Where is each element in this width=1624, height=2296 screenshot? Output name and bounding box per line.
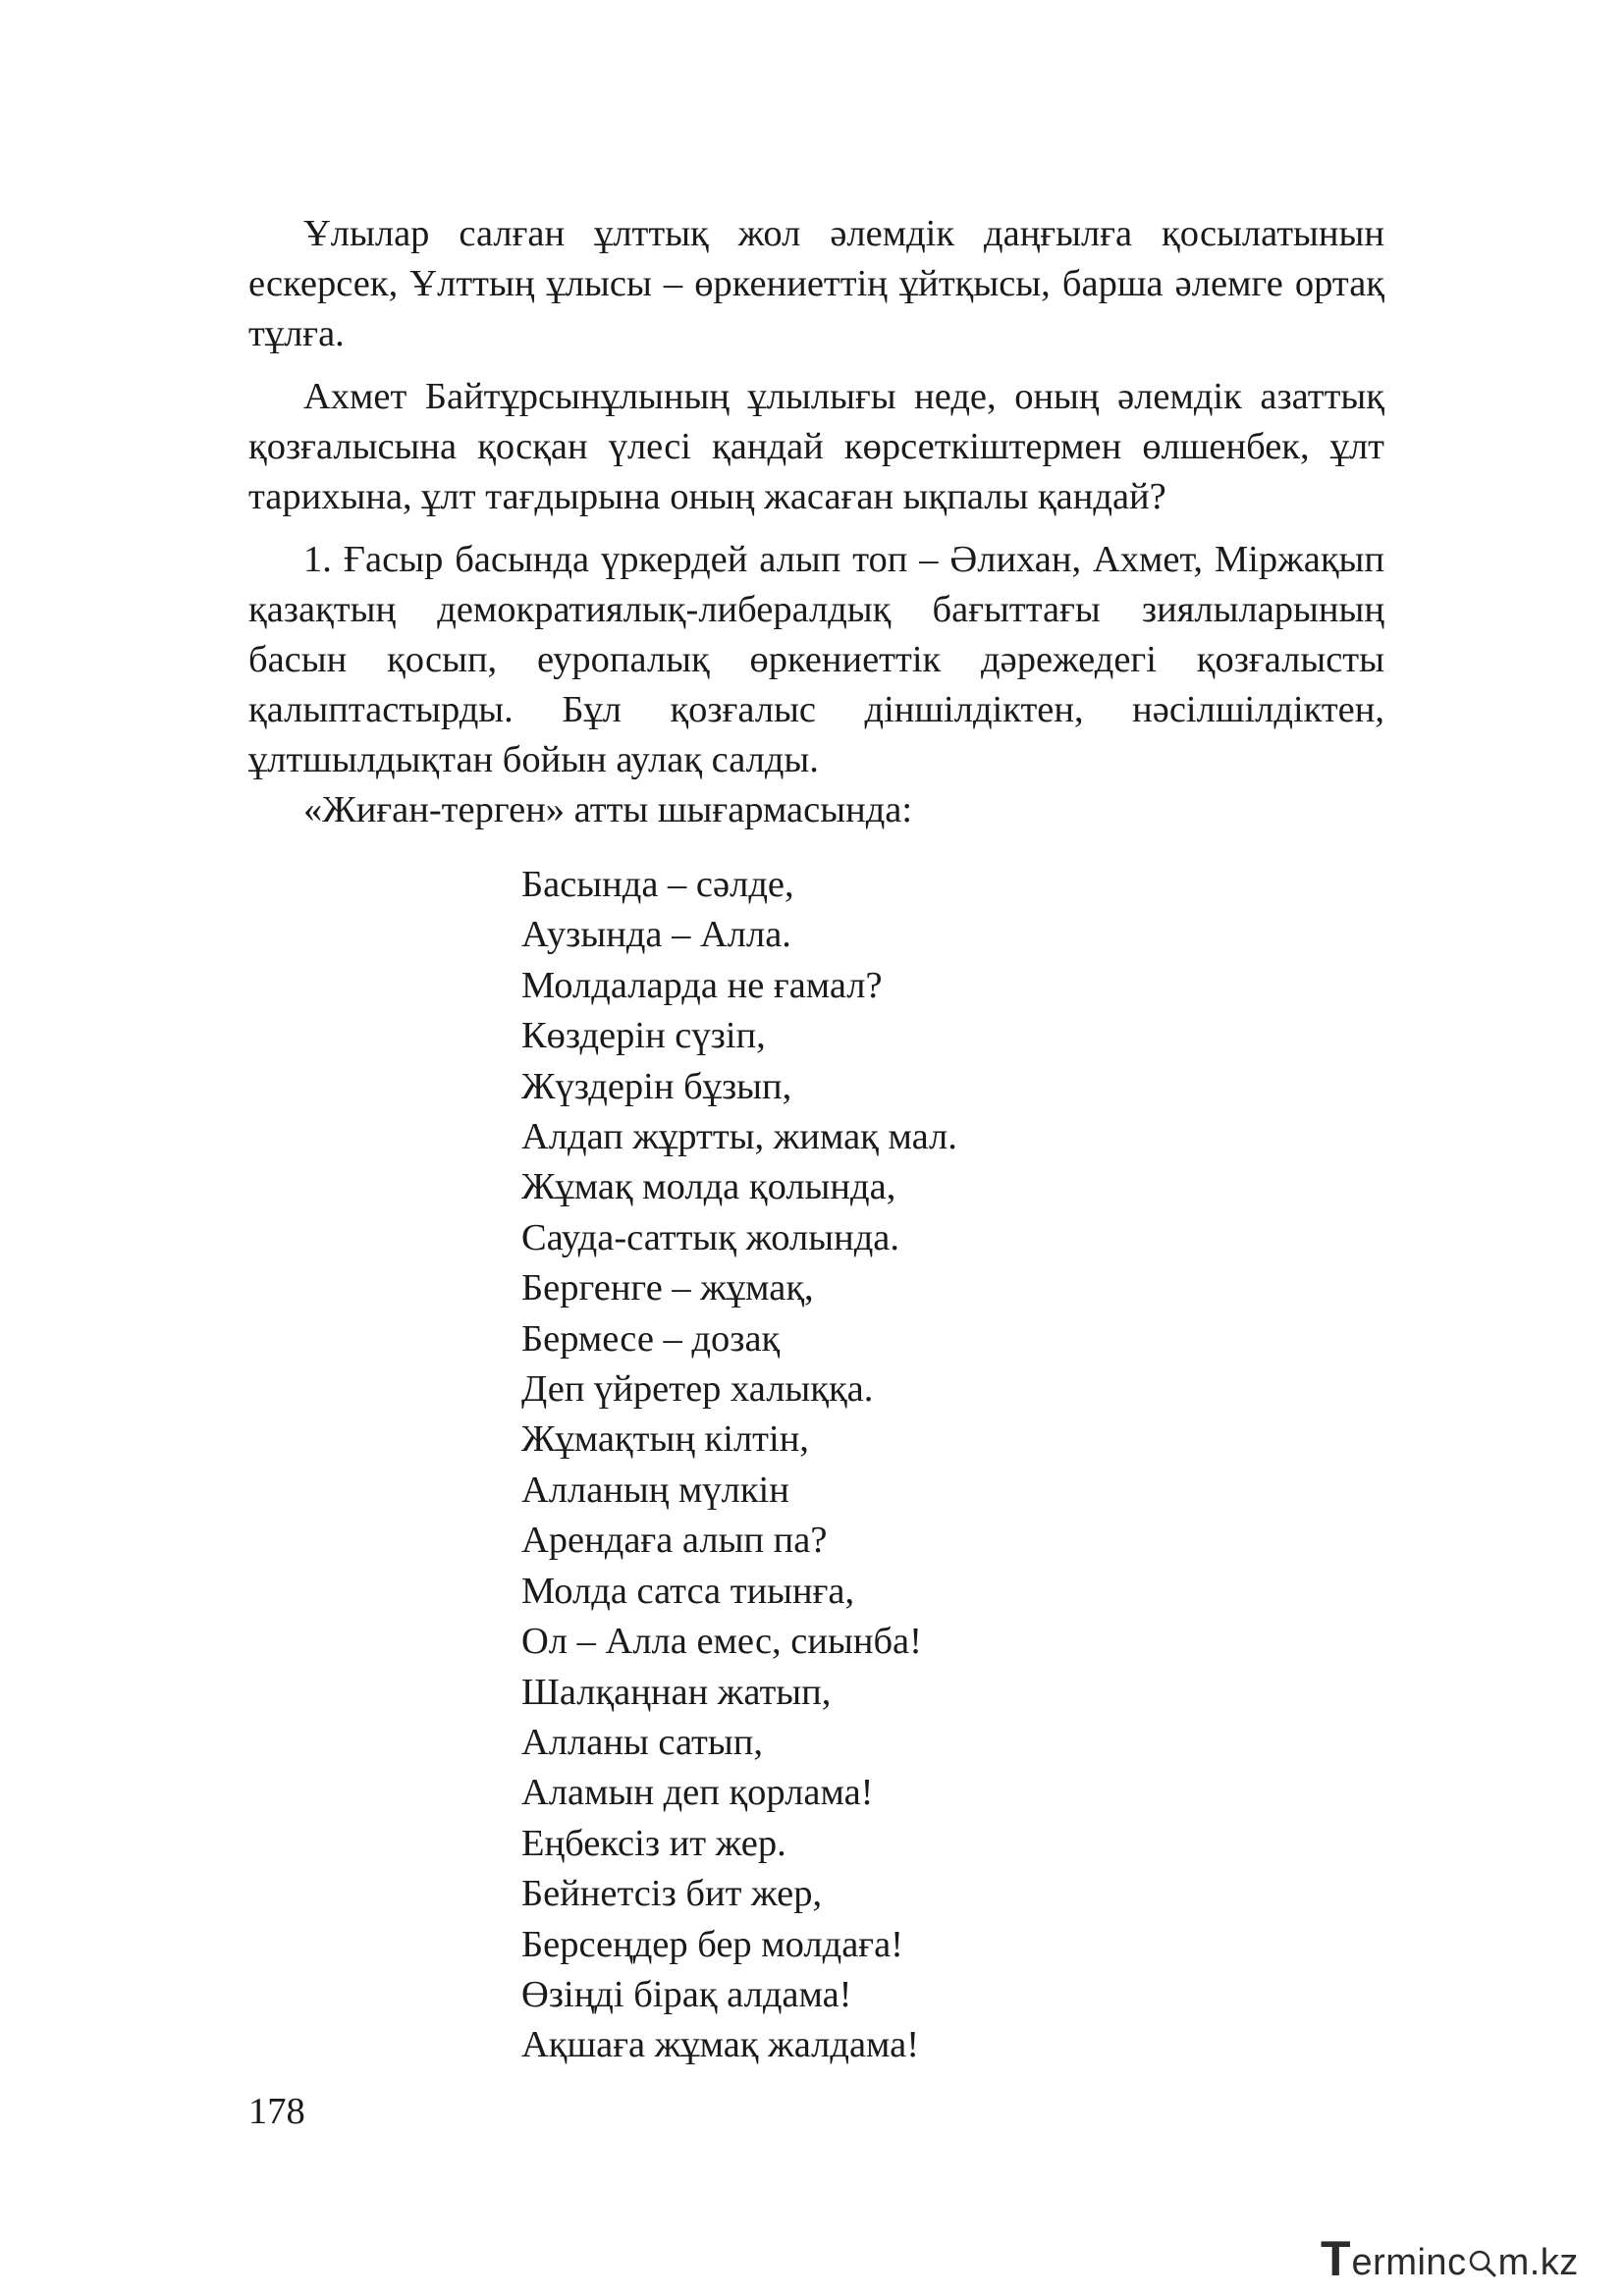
poem-line: Бергенге – жұмақ, <box>521 1267 814 1309</box>
poem-line: Бейнетсіз бит жер, <box>521 1873 823 1915</box>
poem-intro: «Жиған-терген» атты шығармасында: <box>303 789 913 830</box>
poem-line: Ол – Алла емес, сиынба! <box>521 1621 922 1663</box>
poem-line: Деп үйретер халыққа. <box>521 1368 874 1411</box>
poem-line: Жүздерін бұзып, <box>521 1065 792 1107</box>
watermark-letter: T <box>1321 2231 1351 2286</box>
poem-line: Арендаға алып па? <box>521 1520 828 1562</box>
paragraph-3: 1. Ғасыр басында үркердей алып топ – Әлихан, Ахмет, Міржақып қазақтың демократиялық-либералдық бағыттағы зиялыларының басын қосып, еуропалық өркениеттік дәрежедегі қозғалысты қалыптастырды. Бұл қозғалыс діншілдіктен, нәсілшілдіктен, ұлтшылдықтан бойын аулақ салды. <box>248 539 1384 780</box>
poem-line: Молда сатса тиынға, <box>521 1570 855 1612</box>
poem-line: Жұмақ молда қолында, <box>521 1166 896 1208</box>
poem-line: Шалқаңнан жатып, <box>521 1671 832 1713</box>
watermark-text-start: erminc <box>1351 2242 1467 2283</box>
poem-line: Аузында – Алла. <box>521 914 791 956</box>
poem-line: Еңбексіз ит жер. <box>521 1822 786 1864</box>
watermark-logo <box>1321 2231 1579 2286</box>
poem <box>521 860 957 2071</box>
poem-line: Алланы сатып, <box>521 1721 763 1763</box>
page-number: 178 <box>248 2091 305 2132</box>
search-icon <box>1468 2243 1497 2282</box>
poem-line: Берсеңдер бер молдаға! <box>521 1923 903 1965</box>
poem-line: Көздерін сүзіп, <box>521 1015 766 1057</box>
watermark-text-end: m.kz <box>1497 2242 1579 2283</box>
poem-line: Аламын деп қорлама! <box>521 1772 874 1814</box>
poem-line: Молдаларда не ғамал? <box>521 964 883 1006</box>
poem-line: Сауда-саттық жолында. <box>521 1216 899 1258</box>
poem-line: Бермесе – дозақ <box>521 1317 781 1360</box>
poem-line: Өзіңді бірақ алдама! <box>521 1973 852 2015</box>
poem-line: Жұмақтың кілтін, <box>521 1418 809 1461</box>
poem-line: Алланың мүлкін <box>521 1468 789 1511</box>
poem-line: Алдап жұртты, жимақ мал. <box>521 1116 957 1158</box>
paragraph-1: Ұлылар салған ұлттық жол әлемдік даңғылға қосылатынын ескерсек, Ұлттың ұлысы – өркениеттің ұйтқысы, барша әлемге ортақ тұлға. <box>248 213 1384 354</box>
poem-line: Ақшаға жұмақ жалдама! <box>521 2024 920 2066</box>
body-text <box>248 209 1384 835</box>
paragraph-2: Ахмет Байтұрсынұлының ұлылығы неде, оның әлемдік азаттық қозғалысына қосқан үлесі қандай көрсеткіштермен өлшенбек, ұлт тарихына, ұлт тағдырына оның жасаған ықпалы қандай? <box>248 376 1384 517</box>
poem-line: Басында – сәлде, <box>521 864 794 905</box>
